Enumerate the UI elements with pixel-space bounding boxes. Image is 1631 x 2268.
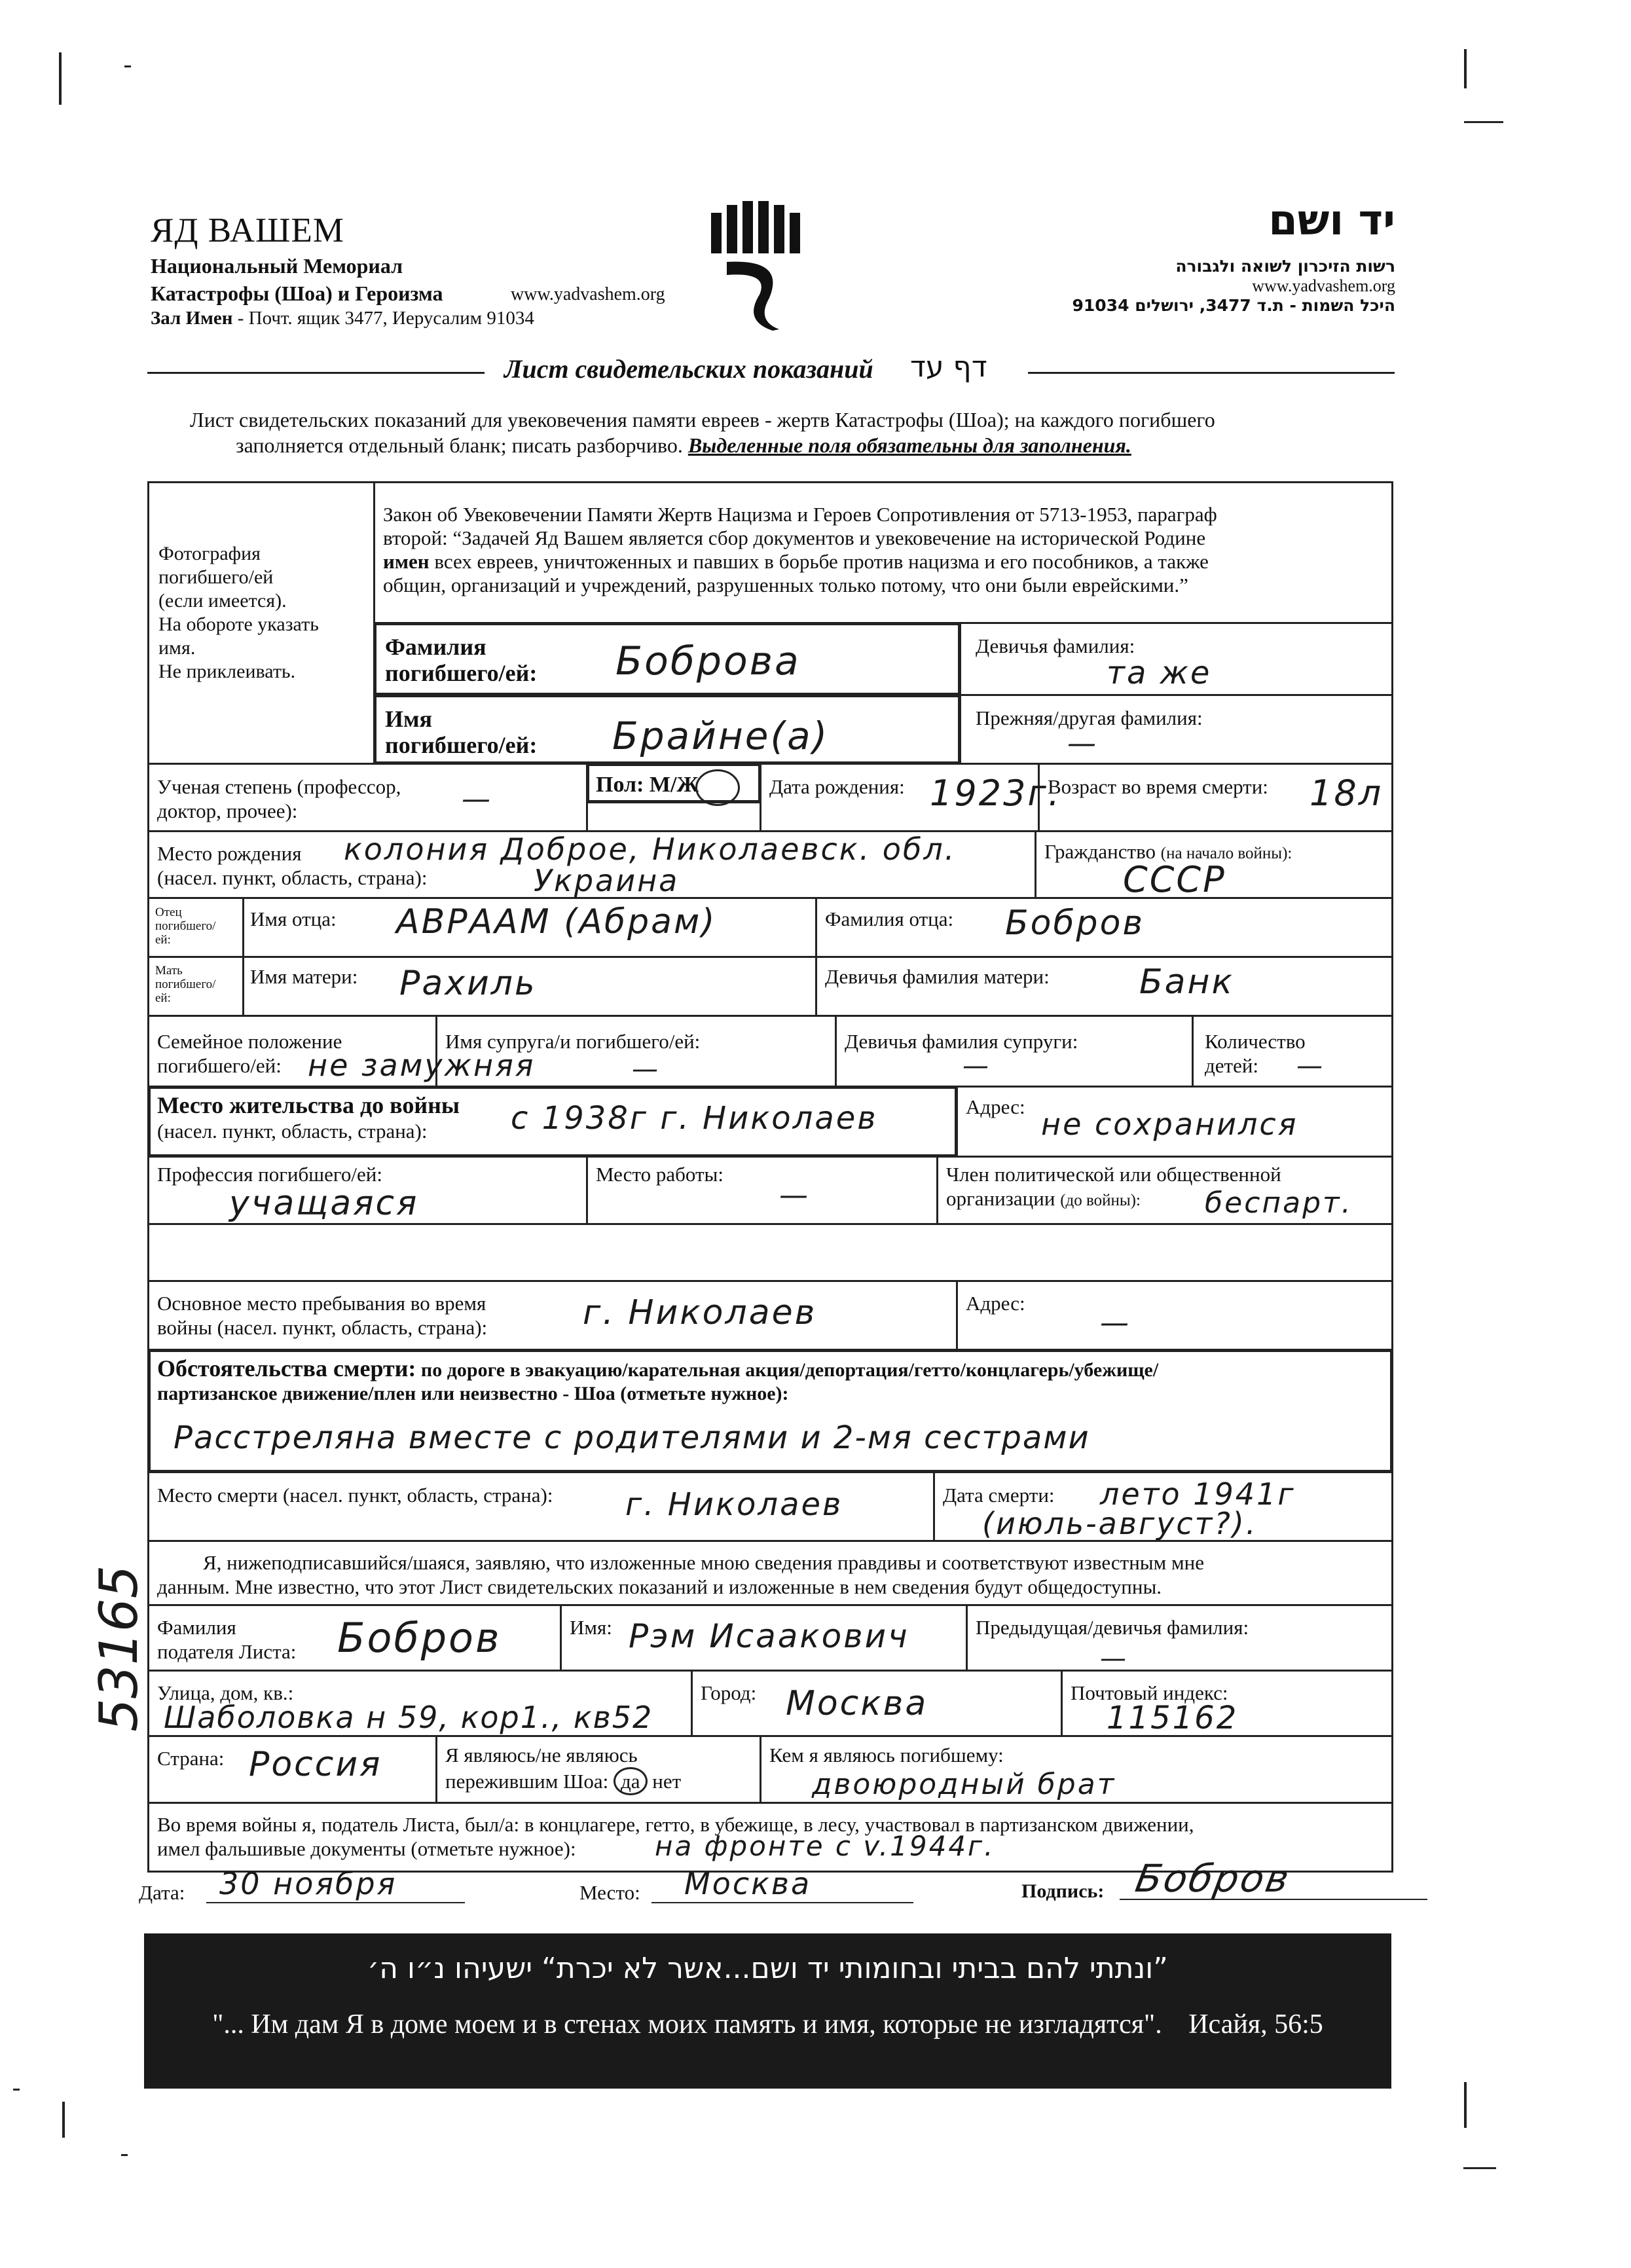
photo-line: погибшего/ей (158, 566, 274, 588)
org-he-title: יד ושם (1268, 196, 1395, 245)
label-text: Обстоятельства смерти: (157, 1355, 416, 1381)
label-text: погибшего/ей: (385, 732, 538, 758)
relation-value: двоюродный брат (812, 1768, 1116, 1801)
photo-box (158, 542, 319, 684)
divider (1192, 1015, 1194, 1086)
spouse-maiden-label: Девичья фамилия супруги: (845, 1030, 1078, 1053)
date-value: 30 ноября (219, 1866, 397, 1901)
marital-value: не замужняя (308, 1048, 536, 1083)
label-text: Фамилия (385, 634, 486, 660)
submitter-prev-surname-value: — (1100, 1643, 1128, 1674)
divider (147, 956, 1393, 958)
maiden-value: та же (1107, 655, 1212, 691)
age-label: Возраст во время смерти: (1048, 775, 1268, 798)
maiden-label: Девичья фамилия: (976, 634, 1135, 657)
country-value: Россия (249, 1745, 382, 1784)
place-value: Москва (684, 1866, 812, 1901)
street-value: Шаболовка н 59, кор1., кв52 (164, 1700, 653, 1735)
divider (936, 1156, 938, 1223)
place-label: Место: (579, 1881, 640, 1904)
law-line: общин, организаций и учреждений, разрушенных только потому, что они были еврейскими.” (383, 574, 1188, 596)
city-value: Москва (786, 1684, 928, 1723)
intro-required: Выделенные поля обязательны для заполнения. (687, 433, 1131, 457)
label-text: войны (насел. пункт, область, страна): (157, 1316, 488, 1339)
declaration-line: Я, нижеподписавшийся/шаяся, заявляю, что изложенные мною сведения правдивы и соответствуют известным мне (203, 1551, 1204, 1574)
children-value: — (1296, 1051, 1325, 1081)
org-ru-line2: Катастрофы (Шоа) и Героизма (151, 282, 443, 305)
law-rest: всех евреев, уничтоженных и павших в борьбе против нацизма и его пособников, а также (434, 550, 1209, 573)
divider (435, 1735, 437, 1802)
citizenship-value: СССР (1123, 859, 1226, 900)
label-text: Фамилия (157, 1616, 236, 1639)
label-text: (насел. пункт, область, страна): (157, 866, 428, 889)
label-text: Ученая степень (профессор, (157, 775, 401, 798)
divider (147, 1280, 1393, 1282)
photo-line: Фотография (158, 543, 261, 564)
label-text: партизанское движение/плен или неизвестно - Шоа (отметьте нужное): (157, 1383, 789, 1404)
father-side-label (155, 905, 215, 947)
father-name-label: Имя отца: (250, 907, 337, 930)
surname-label (385, 634, 537, 686)
divider (933, 1473, 935, 1540)
quote-ru: "... Им дам Я в доме моем и в стенах моих память и имя, которые не изгладятся". (212, 2009, 1162, 2039)
date-label: Дата: (139, 1881, 185, 1904)
mother-name-label: Имя матери: (250, 965, 358, 988)
residence-value: с 1938г г. Николаев (511, 1100, 878, 1137)
divider (147, 1604, 1393, 1606)
divider (760, 1735, 761, 1802)
scan-mark (59, 52, 62, 105)
divider (147, 1015, 1393, 1017)
title-rule-left (147, 372, 485, 374)
label-text: ей: (155, 991, 171, 1005)
divider (966, 1604, 968, 1670)
age-value: 18л (1310, 773, 1384, 814)
residence-label (157, 1092, 460, 1144)
label-text: Основное место пребывания во время (157, 1292, 486, 1315)
submitter-surname-label (157, 1615, 296, 1664)
scan-mark (1464, 49, 1467, 88)
birthdate-label: Дата рождения: (769, 775, 905, 798)
quote-he: ”ונתתי להם בביתי ובחומותי יד ושם...אשר לא יכרת“ ישעיהו נ״ו ה׳ (367, 1952, 1168, 1985)
divider (586, 1156, 588, 1223)
scan-mark (1464, 2082, 1467, 2128)
sex-label: Пол: М/Ж (596, 773, 699, 797)
org-ru-title: ЯД ВАШЕМ (151, 211, 345, 249)
submitter-name-label: Имя: (570, 1616, 612, 1639)
label-text: Место жительства до войны (157, 1092, 460, 1118)
declaration-line: данным. Мне известно, что этот Лист свидетельских показаний и изложенные в нем сведения будут общедоступны. (157, 1575, 1162, 1598)
scan-mark (13, 2089, 20, 2091)
postal-value: 115162 (1107, 1700, 1239, 1736)
label-text: погибшего/ (155, 978, 216, 991)
title-rule-right (1028, 372, 1395, 374)
quote-ru-line (144, 2009, 1391, 2040)
degree-value: — (462, 782, 492, 816)
death-date-value-2: (июль-август?). (982, 1506, 1258, 1541)
divider (1035, 830, 1036, 897)
wartime-label (157, 1291, 487, 1340)
label-text: Количество (1205, 1030, 1306, 1053)
circumstances-label (157, 1357, 1158, 1406)
label-text: Семейное положение (157, 1030, 342, 1053)
divider (147, 1670, 1393, 1672)
other-surname-value: — (1067, 727, 1098, 760)
submitter-prev-surname-label: Предыдущая/девичья фамилия: (976, 1616, 1249, 1639)
label-text: организации (946, 1187, 1055, 1210)
city-label: Город: (701, 1681, 757, 1704)
divider (242, 897, 244, 1015)
address-value: не сохранился (1041, 1107, 1298, 1142)
label-text: (насел. пункт, область, страна): (157, 1120, 428, 1143)
sex-selected-circle (695, 769, 740, 806)
mother-name-value: Рахиль (399, 964, 537, 1003)
label-small: (до войны): (1060, 1192, 1141, 1209)
profession-value: учащаяся (229, 1184, 419, 1223)
mother-maiden-value: Банк (1139, 962, 1234, 1002)
form-title-he: דף עד (910, 350, 987, 384)
archive-number: 53165 (88, 1565, 149, 1732)
birthplace-value-1: колония Доброе, Николаевск. обл. (344, 832, 957, 867)
country-label: Страна: (157, 1747, 225, 1770)
label-text: ей: (155, 933, 171, 947)
label-text: погибшего/ей: (385, 660, 538, 686)
intro-text: заполняется отдельный бланк; писать разборчиво. (236, 433, 683, 457)
spouse-maiden-value: — (962, 1051, 991, 1081)
name-value: Брайне(а) (612, 714, 830, 758)
divider (815, 897, 817, 1015)
declaration (157, 1550, 1204, 1599)
label-text: Во время войны я, податель Листа, был/а: в концлагере, гетто, в убежище, в лесу, участвовал в партизанском движении, (157, 1813, 1194, 1836)
divider (1061, 1670, 1063, 1735)
label-text: Место рождения (157, 842, 302, 865)
label-text: пережившим Шоа: (445, 1770, 609, 1793)
submitter-name-value: Рэм Исаакович (629, 1617, 909, 1655)
intro-line2 (236, 433, 1131, 458)
death-place-value: г. Николаев (625, 1486, 843, 1523)
wartime-value: г. Николаев (583, 1293, 817, 1332)
label-text: подателя Листа: (157, 1640, 297, 1663)
death-place-label: Место смерти (насел. пункт, область, страна): (157, 1484, 553, 1507)
spouse-value: — (632, 1054, 660, 1084)
member-value: беспарт. (1205, 1186, 1353, 1220)
photo-line: Не приклеивать. (158, 661, 296, 682)
submitter-surname-value: Бобров (337, 1614, 502, 1662)
photo-line: имя. (158, 637, 196, 659)
scan-mark (1463, 2167, 1496, 2169)
divider (147, 1802, 1393, 1804)
survivor-no: нет (652, 1770, 682, 1793)
divider (560, 1604, 562, 1670)
birthplace-value-2: Украина (534, 863, 680, 898)
workplace-value: — (779, 1179, 810, 1212)
scan-mark (121, 2154, 128, 2156)
scan-mark (124, 65, 131, 67)
date-line (206, 1902, 465, 1903)
label-text: погибшего/ей: (157, 1054, 282, 1077)
label-text: детей: (1205, 1054, 1259, 1077)
label-small: (на начало войны): (1160, 845, 1292, 862)
divider (956, 1280, 958, 1349)
father-name-value: АВРААМ (Абрам) (396, 902, 717, 942)
org-he-line3: היכל השמות - ת.ד 3477, ירושלים 91034 (1072, 296, 1395, 315)
death-date-value-1: лето 1941г (1100, 1476, 1296, 1512)
wartime-address-label: Адрес: (966, 1292, 1025, 1315)
spouse-label: Имя супруга/и погибшего/ей: (445, 1030, 701, 1053)
label-text: имел фальшивые документы (отметьте нужное): (157, 1837, 576, 1860)
label-text: Имя (385, 706, 432, 732)
other-surname-label: Прежняя/другая фамилия: (976, 706, 1203, 729)
quote-ref: Исайя, 56:5 (1188, 2009, 1323, 2039)
law-bold: имен (383, 550, 430, 573)
po-box: - Почт. ящик 3477, Иерусалим 91034 (237, 308, 534, 329)
intro-line1: Лист свидетельских показаний для увековечения памяти евреев - жертв Катастрофы (Шоа); на каждого погибшего (190, 408, 1215, 431)
father-surname-label: Фамилия отца: (825, 907, 954, 930)
relation-label: Кем я являюсь погибшему: (769, 1744, 1004, 1766)
law-line: второй: “Задачей Яд Вашем является сбор документов и увековечение на исторической Родине (383, 526, 1206, 549)
label-text: доктор, прочее): (157, 799, 298, 822)
label-text: Гражданство (1044, 840, 1156, 863)
birthdate-value: 1923г. (930, 773, 1061, 814)
label-text: Я являюсь/не являюсь (445, 1744, 638, 1766)
website-ru: www.yadvashem.org (511, 284, 665, 304)
label-text: Отец (155, 905, 182, 919)
label-text: Член политической или общественной (946, 1163, 1281, 1186)
circumstances-value: Расстреляна вместе с родителями и 2-мя сестрами (174, 1419, 1090, 1456)
quote-banner (144, 1933, 1391, 2089)
death-date-label: Дата смерти: (943, 1484, 1055, 1507)
yad-vashem-logo-icon (707, 200, 812, 331)
divider (835, 1015, 837, 1086)
law-line (383, 550, 1217, 574)
photo-line: На обороте указать (158, 613, 319, 635)
label-text: Мать (155, 964, 183, 978)
label-text: погибшего/ (155, 919, 216, 933)
hall-of-names: Зал Имен (151, 308, 233, 329)
survivor-yes: да (614, 1767, 648, 1795)
war-value: на фронте с v.1944г. (655, 1830, 995, 1862)
wartime-address-value: — (1100, 1306, 1131, 1340)
law-text (383, 503, 1217, 597)
survivor-label (445, 1743, 681, 1795)
photo-line: (если имеется). (158, 590, 287, 612)
org-he-website: www.yadvashem.org (1252, 276, 1395, 295)
children-label (1205, 1029, 1306, 1078)
father-surname-value: Бобров (1005, 904, 1145, 943)
scan-mark (62, 2102, 65, 2138)
mother-side-label (155, 964, 215, 1005)
workplace-label: Место работы: (596, 1163, 724, 1186)
form-title: Лист свидетельских показаний (504, 354, 873, 384)
law-line: Закон об Увековечении Памяти Жертв Нацизма и Героев Сопротивления от 5713-1953, параграф (383, 503, 1217, 526)
degree-label (157, 775, 401, 823)
org-he-line1: רשות הזיכרון לשואה ולגבורה (1175, 257, 1395, 276)
street-label: Улица, дом, кв.: (157, 1681, 294, 1704)
org-ru-line1: Национальный Мемориал (151, 254, 403, 278)
label-text: по дороге в эвакуацию/карательная акция/депортация/гетто/концлагерь/убежище/ (420, 1359, 1159, 1381)
place-line (651, 1902, 913, 1903)
profession-label: Профессия погибшего/ей: (157, 1163, 382, 1186)
address-label: Адрес: (966, 1095, 1025, 1118)
mother-maiden-label: Девичья фамилия матери: (825, 965, 1050, 988)
signature-value: Бобров (1132, 1856, 1294, 1901)
name-label (385, 706, 537, 758)
divider (147, 1223, 1393, 1225)
postal-label: Почтовый индекс: (1071, 1681, 1228, 1704)
org-ru-line3 (151, 308, 534, 329)
divider (691, 1670, 693, 1735)
signature-label: Подпись: (1021, 1880, 1105, 1902)
surname-value: Боброва (615, 638, 801, 684)
scan-mark (1464, 121, 1503, 123)
